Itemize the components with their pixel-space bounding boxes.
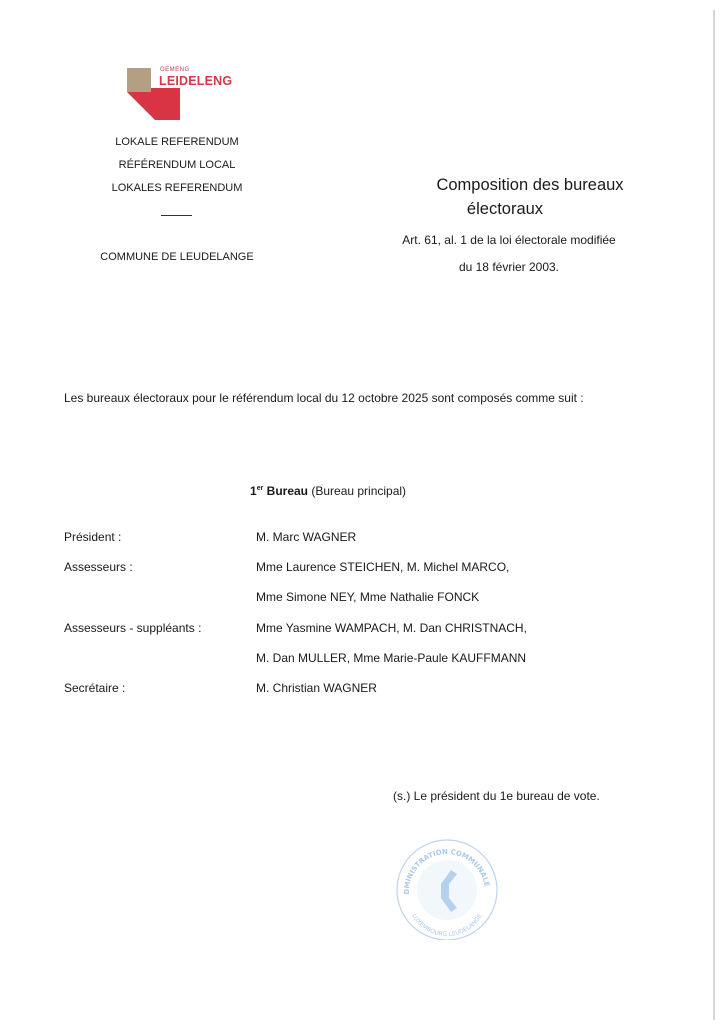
- member-line: M. Christian WAGNER: [256, 681, 377, 695]
- header-left-line-2: RÉFÉRENDUM LOCAL: [118, 159, 236, 171]
- bureau-qualifier: (Bureau principal): [311, 484, 407, 498]
- header-separator: [161, 215, 192, 216]
- logo-main-text: LEIDELENG: [159, 74, 233, 88]
- stamp-seal-icon: [393, 836, 501, 940]
- header-left-line-3: LOKALES REFERENDUM: [111, 182, 243, 194]
- official-stamp: [393, 836, 501, 940]
- bureau-ordinal: 1: [250, 484, 257, 498]
- page-edge: [713, 10, 715, 1020]
- legal-reference-line-2: du 18 février 2003.: [458, 260, 560, 274]
- commune-logo: [127, 66, 247, 124]
- member-line: Mme Simone NEY, Mme Nathalie FONCK: [256, 590, 480, 604]
- commune-name: COMMUNE DE LEUDELANGE: [100, 251, 254, 263]
- stamp-text-top: DMINISTRATION COMMUNALE: [402, 847, 491, 895]
- document-title-line-2: électoraux: [466, 200, 544, 218]
- intro-paragraph: Les bureaux électoraux pour le référendum local du 12 octobre 2025 sont composés comme suit :: [64, 391, 584, 405]
- role-label: Secrétaire :: [64, 681, 126, 695]
- header-left-line-1: LOKALE REFERENDUM: [115, 136, 239, 148]
- member-line: Mme Laurence STEICHEN, M. Michel MARCO,: [256, 560, 510, 574]
- member-line: M. Marc WAGNER: [256, 530, 357, 544]
- logo-small-text: GEMENG: [160, 67, 190, 73]
- member-line: M. Dan MULLER, Mme Marie-Paule KAUFFMANN: [256, 651, 527, 665]
- stamp-text-bottom: LUXEMBOURG LEUDELANGE: [410, 912, 484, 939]
- document-title-line-1: Composition des bureaux: [436, 176, 624, 194]
- logo-red-shape: [127, 88, 180, 120]
- bureau-name: Bureau: [266, 484, 308, 498]
- role-label: Assesseurs - suppléants :: [64, 621, 202, 635]
- signature-line: (s.) Le président du 1e bureau de vote.: [393, 789, 600, 803]
- role-label: Président :: [64, 530, 122, 544]
- member-line: Mme Yasmine WAMPACH, M. Dan CHRISTNACH,: [256, 621, 527, 635]
- bureau-heading: [250, 484, 406, 498]
- bureau-ordinal-suffix: er: [256, 485, 264, 492]
- logo-tan-square: [127, 68, 151, 92]
- role-label: Assesseurs :: [64, 560, 133, 574]
- legal-reference-line-1: Art. 61, al. 1 de la loi électorale modifiée: [402, 233, 616, 247]
